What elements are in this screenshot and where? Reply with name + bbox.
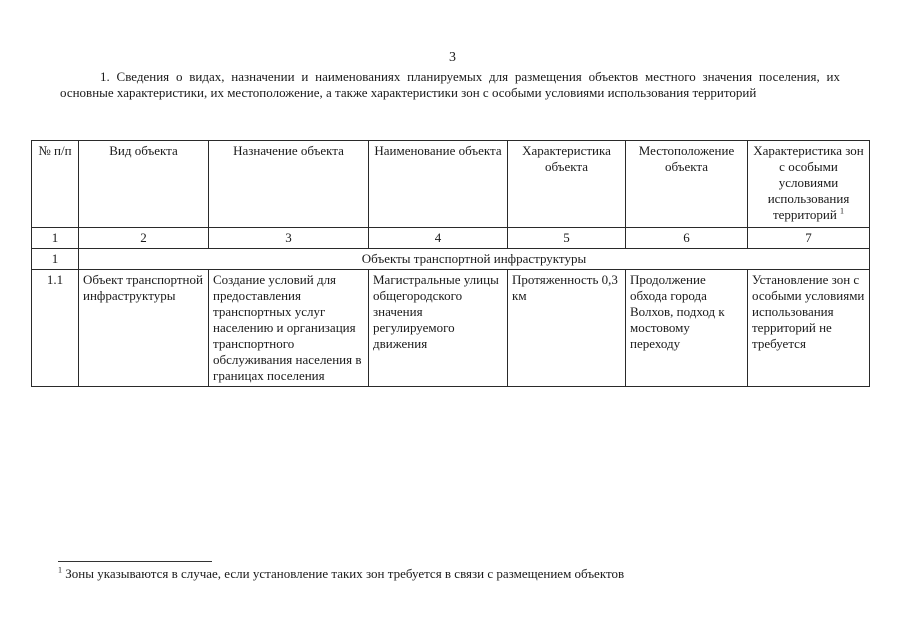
planned-objects-table — [31, 140, 870, 387]
footnote — [58, 566, 858, 582]
section-number: 1 — [32, 249, 79, 270]
row-object-location: Продолжение обхода города Волхов, подход к мостовому переходу — [626, 270, 748, 387]
header-object-name: Наименование объекта — [369, 141, 508, 228]
header-zone-characteristics — [748, 141, 870, 228]
column-number: 7 — [748, 228, 870, 249]
page-number: 3 — [449, 50, 456, 65]
header-object-characteristics: Характеристика объекта — [508, 141, 626, 228]
header-object-location: Местоположение объекта — [626, 141, 748, 228]
column-number: 6 — [626, 228, 748, 249]
header-object-purpose: Назначение объекта — [209, 141, 369, 228]
intro-paragraph: 1. Сведения о видах, назначении и наименованиях планируемых для размещения объектов местного значения поселения, их основные характеристики, их местоположение, а также характеристики зон с особыми условиями использования территорий — [60, 69, 840, 100]
column-number: 2 — [79, 228, 209, 249]
header-zone-characteristics-text: Характеристика зон с особыми условиями использования территорий — [753, 143, 864, 222]
column-number: 4 — [369, 228, 508, 249]
row-object-type: Объект транспортной инфраструктуры — [79, 270, 209, 387]
row-object-name: Магистральные улицы общегородского значения регулируемого движения — [369, 270, 508, 387]
footnote-separator — [58, 561, 212, 562]
header-number: № п/п — [32, 141, 79, 228]
footnote-mark: 1 — [58, 565, 62, 575]
column-number: 1 — [32, 228, 79, 249]
table-row — [32, 270, 870, 387]
header-row — [32, 141, 870, 228]
section-title: Объекты транспортной инфраструктуры — [79, 249, 870, 270]
column-number: 5 — [508, 228, 626, 249]
row-zone-characteristics: Установление зон с особыми условиями использования территорий не требуется — [748, 270, 870, 387]
header-object-type: Вид объекта — [79, 141, 209, 228]
column-number: 3 — [209, 228, 369, 249]
header-footnote-mark: 1 — [840, 206, 845, 216]
row-object-characteristics: Протяженность 0,3 км — [508, 270, 626, 387]
footnote-text: Зоны указываются в случае, если установление таких зон требуется в связи с размещением объектов — [65, 566, 625, 581]
section-row — [32, 249, 870, 270]
row-object-purpose: Создание условий для предоставления транспортных услуг населению и организация транспортного обслуживания населения в границах поселения — [209, 270, 369, 387]
column-number-row — [32, 228, 870, 249]
row-number: 1.1 — [32, 270, 79, 387]
